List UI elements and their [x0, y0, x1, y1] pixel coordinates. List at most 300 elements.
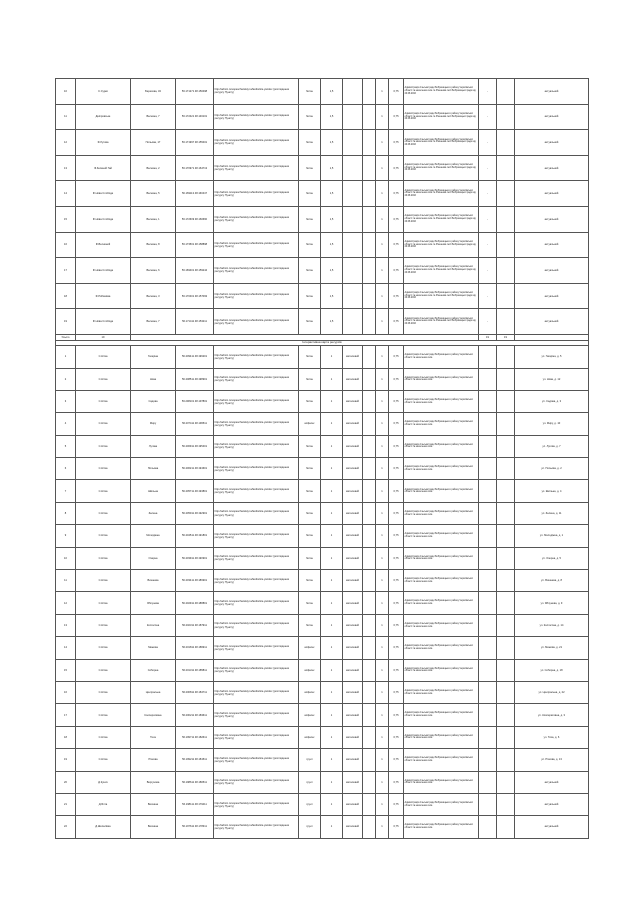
row-number: 14	[56, 637, 76, 659]
count-cell: 1	[376, 547, 389, 569]
material-cell: металевий	[343, 480, 363, 502]
volume-cell: 0,75	[389, 547, 404, 569]
volume-cell: 0,75	[389, 104, 404, 130]
empty-cell	[479, 592, 497, 614]
empty-cell	[363, 659, 376, 681]
area-cell: 1	[321, 592, 343, 614]
table-row	[56, 816, 589, 838]
contact-cell: ул. Польова, д. 2	[515, 458, 589, 480]
contact-cell: ул. Садова, д. 3	[515, 390, 589, 412]
address-cell: С.Нітка	[76, 390, 131, 412]
surface-type-cell: бетон	[299, 130, 321, 156]
volume-cell: 0,75	[389, 458, 404, 480]
contact-cell: -	[479, 181, 497, 207]
row-number: 2	[56, 368, 76, 390]
street-cell: Весняна, 8	[131, 232, 176, 258]
material-cell: металевий	[343, 368, 363, 390]
address-cell: Ф.Зелений Гай	[76, 155, 131, 181]
empty-cell	[363, 502, 376, 524]
link-cell: http://admin.novopeschanskiy.ru/lands/site.yandex (розглядення ресурсу Пункту)	[214, 413, 299, 435]
link-cell: http://admin.novopeschanskiy.ru/lands/site.yandex (розглядення ресурсу Пункту)	[214, 206, 299, 232]
surface-type-cell: асфальт	[299, 637, 321, 659]
coordinates-cell: 56.171411 48.153211	[176, 309, 214, 335]
count-cell: 1	[376, 726, 389, 748]
material-cell: металевий	[343, 816, 363, 838]
owner-cell: Адміністрація сільської ради Бобровицького району Чернігівської області та населення села та Рішенням сесії Бобровицької ради від 23.08.2016	[404, 283, 479, 309]
volume-cell: 0,75	[389, 771, 404, 793]
address-cell: С.Нітка	[76, 502, 131, 524]
address-cell: Ф.Нова Слобода	[76, 206, 131, 232]
volume-cell: 0,75	[389, 346, 404, 368]
surface-type-cell: бетон	[299, 79, 321, 105]
volume-cell: 0,75	[389, 681, 404, 703]
empty-cell	[497, 368, 515, 390]
link-cell: http://admin.novopeschanskiy.ru/lands/site.yandex (розглядення ресурсу Пункту)	[214, 368, 299, 390]
empty-cell	[479, 614, 497, 636]
table-row	[56, 206, 589, 232]
table-row	[56, 413, 589, 435]
coordinates-cell: 56.206211 48.194601	[176, 458, 214, 480]
surface-type-cell: бетон	[299, 502, 321, 524]
area-cell: 1	[321, 525, 343, 547]
row-number: 7	[56, 480, 76, 502]
street-cell: Кооперативна	[131, 704, 176, 726]
street-cell: Весняна	[131, 793, 176, 815]
empty-cell	[363, 155, 376, 181]
count-cell: 1	[376, 525, 389, 547]
table-row	[56, 368, 589, 390]
contact-cell: ул. Тиха, д. 6	[515, 726, 589, 748]
area-cell: 1	[321, 390, 343, 412]
count-cell: 1	[376, 614, 389, 636]
owner-cell: Адміністрація сільської ради Бобровицького району Чернігівської області та населення села та Рішенням сесії Бобровицької ради від 23.08.2016	[404, 309, 479, 335]
status-cell: актуальний	[515, 232, 589, 258]
surface-type-cell: грунт	[299, 816, 321, 838]
empty-cell	[363, 592, 376, 614]
link-cell: http://admin.novopeschanskiy.ru/lands/site.yandex (розглядення ресурсу Пункту)	[214, 525, 299, 547]
volume-cell: 0,75	[389, 232, 404, 258]
table-row	[56, 793, 589, 815]
coordinates-cell: 56.201811 48.186911	[176, 637, 214, 659]
volume-cell: 0,75	[389, 502, 404, 524]
row-number: 19	[56, 749, 76, 771]
coordinates-cell: 56.170401 48.157093	[176, 283, 214, 309]
table-row	[56, 771, 589, 793]
count-cell: 1	[376, 637, 389, 659]
section-title: Інтерактивна карта ресурсів	[56, 340, 589, 346]
status-cell: актуальний	[515, 206, 589, 232]
coordinates-cell: 56.202311 48.187911	[176, 614, 214, 636]
empty-cell	[363, 346, 376, 368]
owner-cell: Адміністрація сільської ради Бобровицького району Чернігівської області та населення села та Рішенням сесії Бобровицької ради від 23.08.2016	[404, 79, 479, 105]
surface-type-cell: бетон	[299, 480, 321, 502]
owner-cell: Адміністрація сільської ради Бобровицького району Чернігівської області та населення села	[404, 413, 479, 435]
material-cell: металевий	[343, 659, 363, 681]
area-cell: 1	[321, 704, 343, 726]
link-cell: http://admin.novopeschanskiy.ru/lands/site.yandex (розглядення ресурсу Пункту)	[214, 614, 299, 636]
empty-cell	[497, 181, 515, 207]
surface-type-cell: бетон	[299, 104, 321, 130]
street-cell: Тиха	[131, 726, 176, 748]
owner-cell: Адміністрація сільської ради Бобровицького району Чернігівської області та населення села та Рішенням сесії Бобровицької ради від 23.08.2016	[404, 155, 479, 181]
material-cell: металевий	[343, 704, 363, 726]
street-cell: Яблунева	[131, 592, 176, 614]
empty-cell	[479, 570, 497, 592]
empty-cell	[363, 681, 376, 703]
address-cell: С.Нітка	[76, 726, 131, 748]
material-cell: металевий	[343, 502, 363, 524]
empty-cell	[497, 413, 515, 435]
empty-cell	[363, 368, 376, 390]
empty-cell	[497, 502, 515, 524]
material-cell: металевий	[343, 458, 363, 480]
address-cell: Дніпровське	[76, 104, 131, 130]
volume-cell: 0,75	[389, 130, 404, 156]
coordinates-cell: 56.198111 48.179411	[176, 793, 214, 815]
owner-cell: Адміністрація сільської ради Бобровицького району Чернігівської області та населення села	[404, 346, 479, 368]
street-cell: Межова	[131, 637, 176, 659]
surface-type-cell: асфальт	[299, 413, 321, 435]
row-number: 3	[56, 390, 76, 412]
table-row	[56, 726, 589, 748]
totals-count: 19	[76, 334, 131, 340]
empty-cell	[479, 458, 497, 480]
empty-cell	[497, 155, 515, 181]
address-cell: Д.Ялта	[76, 793, 131, 815]
count-cell: 1	[376, 659, 389, 681]
street-cell: Весняна, 6	[131, 258, 176, 284]
separator-section	[56, 334, 589, 345]
empty-cell	[497, 206, 515, 232]
empty-cell	[363, 614, 376, 636]
contact-cell: актуальний	[515, 816, 589, 838]
table-row	[56, 659, 589, 681]
row-number: 15	[56, 206, 76, 232]
empty-cell	[363, 181, 376, 207]
street-cell: Весняна	[131, 816, 176, 838]
empty-cell	[497, 283, 515, 309]
owner-cell: Адміністрація сільської ради Бобровицького району Чернігівської області та населення села та Рішенням сесії Бобровицької ради від 23.08.2016	[404, 104, 479, 130]
empty-cell	[479, 681, 497, 703]
area-cell: 1	[321, 547, 343, 569]
address-cell: С.Нітка	[76, 435, 131, 457]
volume-cell: 0,75	[389, 368, 404, 390]
empty-cell	[497, 232, 515, 258]
status-cell: актуальний	[515, 104, 589, 130]
count-cell: 1	[376, 592, 389, 614]
street-cell: Весняна, 7	[131, 104, 176, 130]
area-cell: 1,5	[321, 309, 343, 335]
contact-cell: ул. Центральна, д. 22	[515, 681, 589, 703]
area-cell: 1	[321, 502, 343, 524]
link-cell: http://admin.novopeschanskiy.ru/lands/site.yandex (розглядення ресурсу Пункту)	[214, 283, 299, 309]
owner-cell: Адміністрація сільської ради Бобровицького району Чернігівської області та населення села	[404, 390, 479, 412]
link-cell: http://admin.novopeschanskiy.ru/lands/site.yandex (розглядення ресурсу Пункту)	[214, 435, 299, 457]
count-cell: 1	[376, 283, 389, 309]
street-cell: Нова	[131, 368, 176, 390]
contact-cell: -	[479, 79, 497, 105]
contact-cell: ул. Гагаріна, д. 5	[515, 346, 589, 368]
surface-type-cell: асфальт	[299, 681, 321, 703]
empty-cell	[363, 104, 376, 130]
empty-cell	[479, 771, 497, 793]
material-cell: металевий	[343, 793, 363, 815]
table-row	[56, 525, 589, 547]
owner-cell: Адміністрація сільської ради Бобровицького району Чернігівської області та населення села	[404, 525, 479, 547]
address-cell: С.Нітка	[76, 458, 131, 480]
owner-cell: Адміністрація сільської ради Бобровицького району Чернігівської області та населення села	[404, 659, 479, 681]
coordinates-cell: 56.208511 48.198901	[176, 368, 214, 390]
address-cell: С.Нітка	[76, 637, 131, 659]
empty-cell	[497, 79, 515, 105]
empty-cell	[497, 130, 515, 156]
volume-cell: 0,75	[389, 659, 404, 681]
count-cell: 1	[376, 502, 389, 524]
address-cell: С.Нітка	[76, 525, 131, 547]
street-cell: Садова	[131, 390, 176, 412]
volume-cell: 0,75	[389, 413, 404, 435]
count-cell: 1	[376, 681, 389, 703]
table-row	[56, 309, 589, 335]
count-cell: 1	[376, 793, 389, 815]
surface-type-cell: асфальт	[299, 704, 321, 726]
link-cell: http://admin.novopeschanskiy.ru/lands/site.yandex (розглядення ресурсу Пункту)	[214, 816, 299, 838]
row-number: 19	[56, 309, 76, 335]
row-number: 21	[56, 793, 76, 815]
empty-cell	[497, 547, 515, 569]
surface-type-cell: бетон	[299, 547, 321, 569]
coordinates-cell: 56.202911 48.188801	[176, 592, 214, 614]
empty-cell	[363, 413, 376, 435]
area-cell: 1	[321, 659, 343, 681]
surface-type-cell: бетон	[299, 570, 321, 592]
row-number: 4	[56, 413, 76, 435]
empty-cell	[343, 79, 363, 105]
street-cell: Гагаріна	[131, 346, 176, 368]
row-number: 15	[56, 659, 76, 681]
area-cell: 1,5	[321, 232, 343, 258]
empty-cell	[479, 726, 497, 748]
address-cell: С.Нітка	[76, 592, 131, 614]
address-cell: С.Нітка	[76, 704, 131, 726]
empty-cell	[343, 309, 363, 335]
row-number: 11	[56, 104, 76, 130]
address-cell: С.Сурки	[76, 79, 131, 105]
area-cell: 1	[321, 637, 343, 659]
link-cell: http://admin.novopeschanskiy.ru/lands/site.yandex (розглядення ресурсу Пункту)	[214, 181, 299, 207]
table-row	[56, 458, 589, 480]
coordinates-cell: 56.200811 48.184711	[176, 681, 214, 703]
link-cell: http://admin.novopeschanskiy.ru/lands/site.yandex (розглядення ресурсу Пункту)	[214, 232, 299, 258]
empty-cell	[479, 435, 497, 457]
volume-cell: 0,75	[389, 816, 404, 838]
status-cell: актуальний	[515, 309, 589, 335]
surface-type-cell: бетон	[299, 435, 321, 457]
contact-cell: актуальний	[515, 771, 589, 793]
volume-cell: 0,75	[389, 704, 404, 726]
material-cell: металевий	[343, 592, 363, 614]
volume-cell: 0,75	[389, 283, 404, 309]
empty-cell	[343, 232, 363, 258]
table-row	[56, 704, 589, 726]
material-cell: металевий	[343, 390, 363, 412]
empty-cell	[497, 637, 515, 659]
coordinates-cell: 56.172421 48.146101	[176, 104, 214, 130]
link-cell: http://admin.novopeschanskiy.ru/lands/site.yandex (розглядення ресурсу Пункту)	[214, 570, 299, 592]
empty-cell	[363, 130, 376, 156]
empty-cell	[479, 502, 497, 524]
volume-cell: 0,75	[389, 258, 404, 284]
empty-cell	[363, 309, 376, 335]
coordinates-cell: 56.172609 48.160660	[176, 206, 214, 232]
table-row	[56, 681, 589, 703]
street-cell: Польова, 17	[131, 130, 176, 156]
row-number: 16	[56, 681, 76, 703]
status-cell: актуальний	[515, 79, 589, 105]
area-cell: 1	[321, 681, 343, 703]
contact-cell: -	[479, 283, 497, 309]
row-number: 12	[56, 130, 76, 156]
empty-cell	[479, 525, 497, 547]
table-row	[56, 104, 589, 130]
count-cell: 1	[376, 232, 389, 258]
totals-a: 19	[479, 334, 497, 340]
owner-cell: Адміністрація сільської ради Бобровицького району Чернігівської області та населення села	[404, 637, 479, 659]
empty-cell	[479, 547, 497, 569]
area-cell: 1	[321, 368, 343, 390]
street-cell: Соборна	[131, 659, 176, 681]
contact-cell: ул. Вишнева, д. 8	[515, 570, 589, 592]
empty-cell	[497, 681, 515, 703]
count-cell: 1	[376, 413, 389, 435]
owner-cell: Адміністрація сільської ради Бобровицького району Чернігівської області та населення села	[404, 704, 479, 726]
area-cell: 1	[321, 771, 343, 793]
volume-cell: 0,75	[389, 726, 404, 748]
coordinates-cell: 56.173501 48.158898	[176, 232, 214, 258]
empty-cell	[363, 232, 376, 258]
totals-label: Усього	[56, 334, 76, 340]
count-cell: 1	[376, 771, 389, 793]
empty-cell	[479, 793, 497, 815]
empty-cell	[363, 726, 376, 748]
empty-cell	[363, 390, 376, 412]
empty-cell	[363, 283, 376, 309]
count-cell: 1	[376, 435, 389, 457]
coordinates-cell: 56.201311 48.185811	[176, 659, 214, 681]
area-cell: 1,5	[321, 258, 343, 284]
status-cell: актуальний	[515, 155, 589, 181]
empty-cell	[363, 637, 376, 659]
row-number: 18	[56, 283, 76, 309]
street-cell: Молодіжна	[131, 525, 176, 547]
coordinates-cell: 56.200211 48.183611	[176, 704, 214, 726]
street-cell: Шкільна	[131, 480, 176, 502]
empty-cell	[497, 726, 515, 748]
surface-type-cell: грунт	[299, 749, 321, 771]
contact-cell: -	[479, 155, 497, 181]
owner-cell: Адміністрація сільської ради Бобровицького району Чернігівської області та населення села та Рішенням сесії Бобровицької ради від 23.08.2016	[404, 232, 479, 258]
empty-cell	[479, 659, 497, 681]
owner-cell: Адміністрація сільської ради Бобровицького району Чернігівської області та населення села	[404, 816, 479, 838]
owner-cell: Адміністрація сільської ради Бобровицького району Чернігівської області та населення села	[404, 480, 479, 502]
contact-cell: -	[479, 309, 497, 335]
surface-type-cell: бетон	[299, 232, 321, 258]
table-row	[56, 346, 589, 368]
contact-cell: актуальний	[515, 793, 589, 815]
contact-cell: ул. Озерна, д. 5	[515, 547, 589, 569]
row-number: 9	[56, 525, 76, 547]
link-cell: http://admin.novopeschanskiy.ru/lands/site.yandex (розглядення ресурсу Пункту)	[214, 637, 299, 659]
row-number: 10	[56, 79, 76, 105]
surface-type-cell: бетон	[299, 206, 321, 232]
volume-cell: 0,75	[389, 309, 404, 335]
area-cell: 1	[321, 458, 343, 480]
surface-type-cell: бетон	[299, 181, 321, 207]
empty-cell	[497, 525, 515, 547]
contact-cell: -	[479, 130, 497, 156]
material-cell: металевий	[343, 771, 363, 793]
table-row	[56, 637, 589, 659]
contact-cell: ул. Зелена, д. 11	[515, 502, 589, 524]
table-row	[56, 181, 589, 207]
address-cell: Ф.Весняний	[76, 232, 131, 258]
contact-cell: ул. Молодіжна, д. 1	[515, 525, 589, 547]
row-number: 5	[56, 435, 76, 457]
surface-type-cell: бетон	[299, 390, 321, 412]
contact-cell: ул. Кооперативна, д. 3	[515, 704, 589, 726]
count-cell: 1	[376, 130, 389, 156]
street-cell: Вергунова	[131, 771, 176, 793]
empty-cell	[363, 547, 376, 569]
area-cell: 1	[321, 614, 343, 636]
link-cell: http://admin.novopeschanskiy.ru/lands/site.yandex (розглядення ресурсу Пункту)	[214, 130, 299, 156]
empty-cell	[363, 525, 376, 547]
table-row	[56, 570, 589, 592]
contact-cell: ул. Яблунева, д. 9	[515, 592, 589, 614]
address-cell: Ф.Нова Слобода	[76, 181, 131, 207]
coordinates-cell: 56.169401 48.159244	[176, 258, 214, 284]
link-cell: http://admin.novopeschanskiy.ru/lands/site.yandex (розглядення ресурсу Пункту)	[214, 592, 299, 614]
empty-cell	[497, 771, 515, 793]
owner-cell: Адміністрація сільської ради Бобровицького району Чернігівської області та населення села	[404, 592, 479, 614]
link-cell: http://admin.novopeschanskiy.ru/lands/site.yandex (розглядення ресурсу Пункту)	[214, 502, 299, 524]
material-cell: металевий	[343, 749, 363, 771]
address-cell: Д.Шепелівка	[76, 816, 131, 838]
owner-cell: Адміністрація сільської ради Бобровицького району Чернігівської області та населення села та Рішенням сесії Бобровицької ради від 23.08.2016	[404, 181, 479, 207]
contact-cell: -	[479, 232, 497, 258]
count-cell: 1	[376, 79, 389, 105]
coordinates-cell: 56.205711 48.193801	[176, 480, 214, 502]
street-cell: Вишнева	[131, 570, 176, 592]
empty-cell	[497, 614, 515, 636]
empty-cell	[497, 592, 515, 614]
material-cell: металевий	[343, 547, 363, 569]
volume-cell: 0,75	[389, 79, 404, 105]
owner-cell: Адміністрація сільської ради Бобровицького району Чернігівської області та населення села	[404, 749, 479, 771]
link-cell: http://admin.novopeschanskiy.ru/lands/site.yandex (розглядення ресурсу Пункту)	[214, 771, 299, 793]
surface-type-cell: грунт	[299, 793, 321, 815]
table-row	[56, 502, 589, 524]
count-cell: 1	[376, 104, 389, 130]
empty-cell	[363, 570, 376, 592]
empty-cell	[363, 79, 376, 105]
row-number: 16	[56, 232, 76, 258]
owner-cell: Адміністрація сільської ради Бобровицького району Чернігівської області та населення села	[404, 435, 479, 457]
empty-cell	[363, 206, 376, 232]
area-cell: 1	[321, 793, 343, 815]
coordinates-cell: 56.171997 48.155401	[176, 130, 214, 156]
surface-type-cell: грунт	[299, 771, 321, 793]
